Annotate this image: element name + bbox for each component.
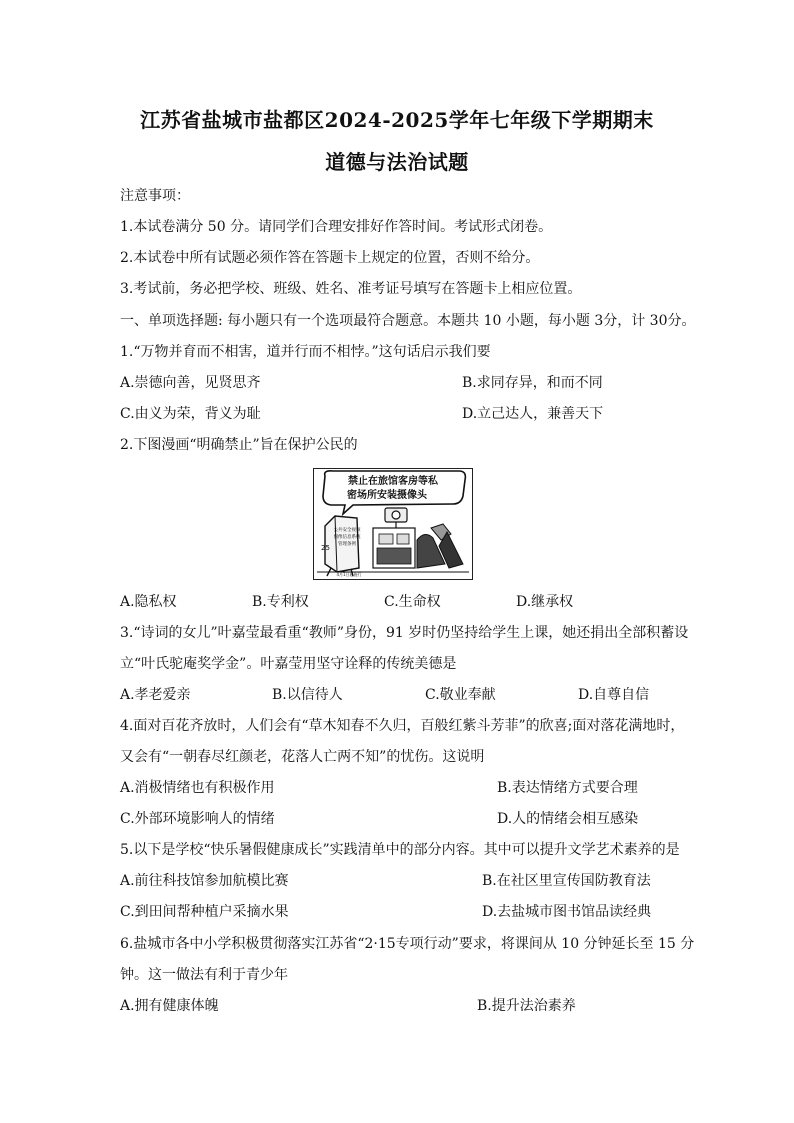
question-option: C.生命权 — [384, 594, 441, 610]
exam-title-line1: 江苏省盐城市盐都区2024-2025学年七年级下学期期末 — [140, 108, 654, 132]
notice-item: 1.本试卷满分 50 分。请同学们合理安排好作答时间。考试形式闭卷。 — [120, 219, 553, 235]
question-option: D.立己达人，兼善天下 — [462, 406, 604, 422]
question-option: B.以信待人 — [272, 687, 343, 703]
question-stem: 钟。这一做法有利于青少年 — [120, 967, 288, 983]
question-option: D.人的情绪会相互感染 — [497, 811, 639, 827]
question-option: D.继承权 — [516, 594, 574, 610]
question-stem: 4.面对百花齐放时，人们会有“草木知春不久归，百般红紫斗芳菲”的欣喜;面对落花满地时， — [120, 718, 685, 734]
question-stem: 1.“万物并育而不相害，道并行而不相悖。”这句话启示我们要 — [120, 344, 491, 360]
bubble-text-line2: 密场所安装摄像头 — [347, 490, 427, 501]
notice-heading: 注意事项： — [120, 188, 190, 204]
notice-item: 2.本试卷中所有试题必须作答在答题卡上规定的位置，否则不给分。 — [120, 250, 540, 266]
question-option: B.求同存异，和而不同 — [462, 375, 603, 391]
question-option: B.在社区里宣传国防教育法 — [482, 873, 651, 889]
question-stem: 又会有“一朝春尽红颜老，花落人亡两不知”的忧伤。这说明 — [120, 749, 485, 765]
book-text-line2: 图像信息系统 — [333, 535, 361, 540]
question-option: A.拥有健康体魄 — [120, 998, 219, 1014]
question-stem: 5.以下是学校“快乐暑假健康成长”实践清单中的部分内容。其中可以提升文学艺术素养的是 — [120, 842, 680, 858]
question-option: A.崇德向善，见贤思齐 — [120, 375, 261, 391]
question-option: B.专利权 — [252, 594, 309, 610]
question-option: C.外部环境影响人的情绪 — [120, 811, 275, 827]
notice-item: 3.考试前，务必把学校、班级、姓名、准考证号填写在答题卡上相应位置。 — [120, 281, 582, 297]
question-option: C.由义为荣，背义为耻 — [120, 406, 261, 422]
question-option: A.孝老爱亲 — [120, 687, 191, 703]
question-option: B.表达情绪方式要合理 — [497, 780, 638, 796]
question-option: D.自尊自信 — [578, 687, 650, 703]
question-option: B.提升法治素养 — [477, 998, 576, 1014]
page-number-mark: 25 — [321, 544, 330, 552]
book-text-line1: 公共安全视频 — [333, 528, 361, 533]
book-character — [325, 516, 361, 576]
bubble-text-line1: 禁止在旅馆客房等私 — [348, 476, 438, 487]
question-stem: 3.“诗词的女儿”叶嘉莹最看重“教师”身份，91 岁时仍坚持给学生上课，她还捐出全部积蓄设 — [120, 625, 689, 641]
question-stem: 2.下图漫画“明确禁止”旨在保护公民的 — [120, 437, 358, 453]
question-option: A.前往科技馆参加航模比赛 — [120, 873, 289, 889]
question-option: A.隐私权 — [120, 594, 177, 610]
book-text-line3: 管理条例 — [338, 542, 356, 547]
question-stem: 立“叶氏驼庵奖学金”。叶嘉莹用坚守诠释的传统美德是 — [120, 656, 457, 672]
question-option: A.消极情绪也有积极作用 — [120, 780, 275, 796]
cartoon-illustration — [313, 468, 473, 580]
question-option: C.敬业奉献 — [425, 687, 496, 703]
question-option: D.去盐城市图书馆品读经典 — [482, 904, 652, 920]
question-option: C.到田间帮种植户采摘水果 — [120, 904, 289, 920]
date-label: 4月1日起施行 — [336, 572, 362, 577]
section-heading: 一、单项选择题: 每小题只有一个选项最符合题意。本题共 10 小题，每小题 3分，计 30分。 — [120, 313, 696, 329]
question-stem: 6.盐城市各中小学积极贯彻落实江苏省“2·15专项行动”要求，将课间从 10 分钟延长至 15 分 — [120, 936, 695, 952]
exam-title-line2: 道德与法治试题 — [325, 150, 469, 174]
